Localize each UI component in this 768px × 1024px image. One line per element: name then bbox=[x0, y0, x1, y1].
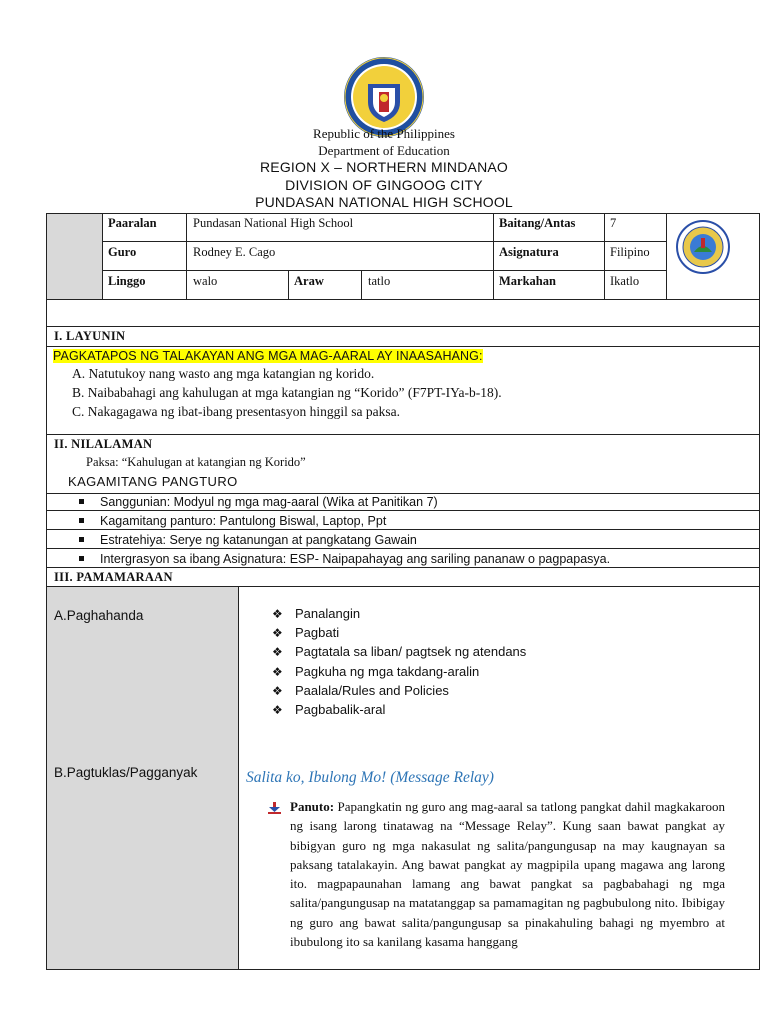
arrow-bullet-icon bbox=[268, 802, 281, 814]
division-of-gingoog-city-seal-icon bbox=[676, 220, 730, 274]
list-item: Kagamitang panturo: Pantulong Biswal, Laptop, Ppt bbox=[79, 514, 386, 528]
diamond-bullet-icon: ❖ bbox=[272, 607, 283, 621]
layunin-highlight: PAGKATAPOS NG TALAKAYAN ANG MGA MAG-AARAL AY INAASAHANG: bbox=[53, 349, 483, 363]
shaded-cell bbox=[47, 214, 102, 299]
grid-line bbox=[102, 241, 666, 242]
list-item: ❖ Pagbabalik-aral bbox=[272, 702, 386, 717]
list-item: Sanggunian: Modyul ng mga mag-aaral (Wika at Panitikan 7) bbox=[79, 495, 438, 509]
objective-a: A. Natutukoy nang wasto ang mga katangian ng korido. bbox=[72, 366, 375, 381]
diamond-bullet-icon: ❖ bbox=[272, 665, 283, 679]
list-item: Estratehiya: Serye ng katanungan at pangkatang Gawain bbox=[79, 533, 417, 547]
baitang-value: 7 bbox=[610, 216, 617, 230]
paaralan-label: Paaralan bbox=[108, 216, 157, 230]
objective-c: C. Nakagagawa ng ibat-ibang presentasyon hinggil sa paksa. bbox=[72, 404, 401, 419]
grid-line bbox=[102, 213, 103, 299]
list-item: ❖ Pagbati bbox=[272, 625, 340, 640]
panuto-paragraph bbox=[290, 797, 725, 951]
grid-line bbox=[361, 270, 362, 299]
grid-line bbox=[46, 529, 760, 530]
header-school: PUNDASAN NATIONAL HIGH SCHOOL bbox=[255, 194, 513, 210]
guro-value: Rodney E. Cago bbox=[193, 245, 276, 259]
grid-line bbox=[604, 213, 605, 299]
linggo-label: Linggo bbox=[108, 274, 146, 288]
araw-label: Araw bbox=[294, 274, 324, 288]
grid-line bbox=[46, 299, 760, 300]
grid-line bbox=[46, 548, 760, 549]
guro-label: Guro bbox=[108, 245, 137, 259]
section-pamamaraan-title: III. PAMAMARAAN bbox=[54, 570, 173, 584]
bullet-icon bbox=[79, 556, 84, 561]
grid-line bbox=[493, 213, 494, 299]
grid-line bbox=[46, 434, 760, 435]
grid-line bbox=[46, 567, 760, 568]
section-layunin-title: I. LAYUNIN bbox=[54, 329, 126, 343]
header-division: DIVISION OF GINGOOG CITY bbox=[285, 177, 483, 193]
grid-line bbox=[46, 326, 760, 327]
section-nilalaman-title: II. NILALAMAN bbox=[54, 437, 153, 451]
list-item: ❖ Pagkuha ng mga takdang-aralin bbox=[272, 664, 480, 679]
linggo-value: walo bbox=[193, 274, 218, 288]
diamond-bullet-icon: ❖ bbox=[272, 645, 283, 659]
diamond-bullet-icon: ❖ bbox=[272, 626, 283, 640]
panuto-text: Papangkatin ng guro ang mag-aaral sa tatlong pangkat dahil magkakaroon ng isang larong tinatawag na “Message Relay”. Kung saan bawat pangkat ay bibigyan guro ng mga nakasulat ng salita/pangungusap na may kaugnayan sa paksang tatalakayin. Ang bawat pangkat ay magpipila upang magawa ang larong ito. magpapaunahan lamang ang bawat pangkat sa pagbabahagi ng mga salita/pangungusap na matatanggap sa pamamagitan ng pagbubulong nito. Ibibigay ng guro ang bawat salita/pangungusap sa pinakahuling bahagi ng myembro at ibubulong ito sa kanilang kasama hanggang bbox=[290, 799, 726, 950]
diamond-bullet-icon: ❖ bbox=[272, 703, 283, 717]
bullet-icon bbox=[79, 499, 84, 504]
grid-line bbox=[186, 213, 187, 299]
markahan-label: Markahan bbox=[499, 274, 556, 288]
paksa-text: Paksa: “Kahulugan at katangian ng Korido” bbox=[86, 455, 306, 469]
activity-title: Salita ko, Ibulong Mo! (Message Relay) bbox=[246, 769, 494, 786]
araw-value: tatlo bbox=[368, 274, 391, 288]
kagamitan-heading: KAGAMITANG PANGTURO bbox=[68, 474, 238, 489]
step-paghahanda: A.Paghahanda bbox=[54, 608, 144, 623]
header-department: Department of Education bbox=[318, 143, 450, 158]
panuto-label: Panuto: bbox=[290, 799, 335, 814]
step-pagtuklas: B.Pagtuklas/Pagganyak bbox=[54, 765, 198, 780]
grid-line bbox=[666, 213, 667, 299]
bullet-icon bbox=[79, 518, 84, 523]
list-item: ❖ Panalangin bbox=[272, 606, 361, 621]
baitang-label: Baitang/Antas bbox=[499, 216, 576, 230]
header-republic: Republic of the Philippines bbox=[313, 126, 455, 141]
paaralan-value: Pundasan National High School bbox=[193, 216, 354, 230]
list-item: Intergrasyon sa ibang Asignatura: ESP- Naipapahayag ang sariling pananaw o pagpapasya. bbox=[79, 552, 610, 566]
grid-line bbox=[46, 510, 760, 511]
grid-line bbox=[288, 270, 289, 299]
grid-line bbox=[46, 493, 760, 494]
objective-b: B. Naibabahagi ang kahulugan at mga katangian ng “Korido” (F7PT-IYa-b-18). bbox=[72, 385, 502, 400]
grid-line bbox=[102, 270, 666, 271]
diamond-bullet-icon: ❖ bbox=[272, 684, 283, 698]
asignatura-label: Asignatura bbox=[499, 245, 559, 259]
bullet-icon bbox=[79, 537, 84, 542]
asignatura-value: Filipino bbox=[610, 245, 650, 259]
header-region: REGION X – NORTHERN MINDANAO bbox=[259, 159, 509, 175]
list-item: ❖ Paalala/Rules and Policies bbox=[272, 683, 449, 698]
grid-line bbox=[238, 586, 239, 969]
grid-line bbox=[46, 346, 760, 347]
grid-line bbox=[46, 586, 760, 587]
markahan-value: Ikatlo bbox=[610, 274, 640, 288]
list-item: ❖ Pagtatala sa liban/ pagtsek ng atendans bbox=[272, 644, 527, 659]
